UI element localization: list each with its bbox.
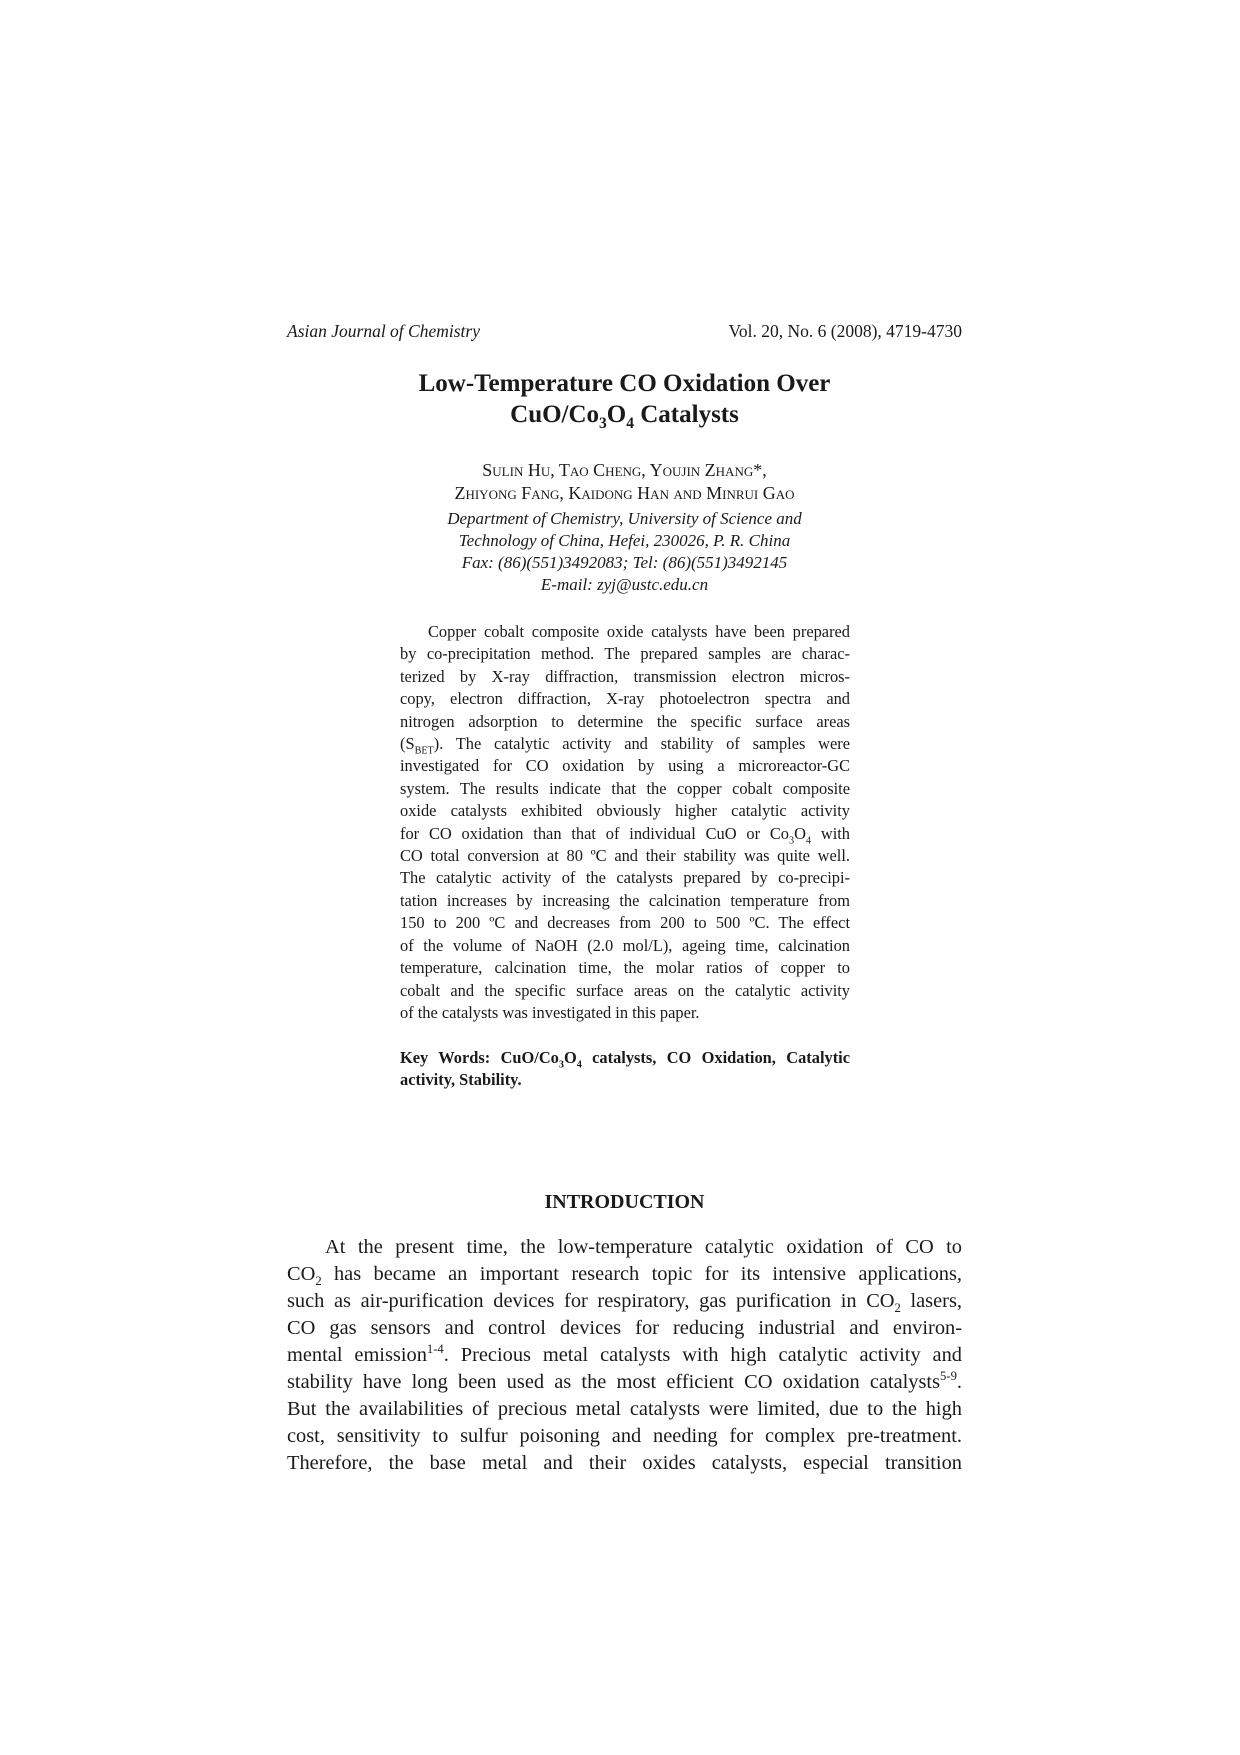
affiliation-line-1: Department of Chemistry, University of Science and: [447, 509, 802, 528]
intro-line: CO gas sensors and control devices for reducing industrial and environ-: [287, 1317, 962, 1339]
abstract-line: investigated for CO oxidation by using a microreactor-GC: [400, 756, 850, 776]
affiliation-line-2: Technology of China, Hefei, 230026, P. R. China: [458, 531, 791, 550]
author-list: [287, 459, 962, 505]
intro-line: stability have long been used as the most efficient CO oxidation catalysts$^{5-9}$.: [287, 1369, 962, 1393]
volume-info: Vol. 20, No. 6 (2008), 4719-4730: [728, 321, 962, 341]
abstract-line: $(S_{BET})$. The catalytic activity and stability of samples were: [400, 734, 850, 757]
abstract-line: The catalytic activity of the catalysts prepared by co-precipi-: [400, 868, 850, 888]
abstract-line: of the volume of NaOH (2.0 mol/L), ageing time, calcination: [400, 935, 850, 955]
abstract-line: oxide catalysts exhibited obviously higher catalytic activity: [400, 801, 850, 821]
abstract-line: tation increases by increasing the calcination temperature from: [400, 890, 850, 910]
section-heading: INTRODUCTION: [544, 1191, 705, 1213]
contact-line: Fax: (86)(551)3492083; Tel: (86)(551)3492145: [461, 553, 788, 572]
abstract-line: for CO oxidation than that of individual CuO or $Co_3O_4$ with: [400, 823, 850, 846]
abstract-line: copy, electron diffraction, X-ray photoelectron spectra and: [400, 689, 850, 709]
paper-title: [287, 368, 962, 430]
intro-line: At the present time, the low-temperature catalytic oxidation of CO to: [325, 1236, 962, 1258]
abstract-line: Copper cobalt composite oxide catalysts have been prepared: [428, 622, 850, 641]
abstract-line: CO total conversion at 80 ºC and their stability was quite well.: [400, 846, 850, 866]
keywords-line-1: Key Words: CuO/$Co_3O_4$ catalysts, CO Oxidation, Catalytic: [400, 1048, 850, 1071]
abstract-line: temperature, calcination time, the molar ratios of copper to: [400, 958, 850, 978]
abstract: [400, 621, 850, 1024]
abstract-line: 150 to 200 ºC and decreases from 200 to 500 ºC. The effect: [400, 913, 850, 933]
abstract-line: system. The results indicate that the copper cobalt composite: [400, 778, 850, 798]
title-line-2: CuO/$Co_3O_4$ Catalysts: [510, 401, 739, 432]
intro-line: such as air-purification devices for respiratory, gas purification in $CO_2$ lasers,: [287, 1290, 962, 1316]
intro-line: $CO_2$ has became an important research topic for its intensive applications,: [287, 1263, 962, 1289]
intro-line: cost, sensitivity to sulfur poisoning and needing for complex pre-treatment.: [287, 1425, 962, 1447]
authors-line-1: Sulin Hu, Tao Cheng, Youjin Zhang*,: [482, 460, 767, 480]
abstract-line: by co-precipitation method. The prepared samples are charac-: [400, 644, 850, 664]
introduction-body: [287, 1234, 962, 1477]
intro-line: mental emission$^{1-4}$. Precious metal catalysts with high catalytic activity and: [287, 1342, 962, 1366]
journal-name: Asian Journal of Chemistry: [287, 321, 480, 341]
intro-line: Therefore, the base metal and their oxides catalysts, especial transition: [287, 1452, 962, 1474]
intro-line: But the availabilities of precious metal catalysts were limited, due to the high: [287, 1398, 962, 1420]
title-line-1: Low-Temperature CO Oxidation Over: [418, 370, 831, 397]
abstract-line: cobalt and the specific surface areas on the catalytic activity: [400, 980, 850, 1000]
abstract-line: of the catalysts was investigated in this paper.: [400, 1002, 700, 1022]
email-line: E-mail: zyj@ustc.edu.cn: [540, 575, 709, 594]
abstract-line: terized by X-ray diffraction, transmission electron micros-: [400, 666, 850, 686]
keywords-line-2: activity, Stability.: [400, 1070, 522, 1090]
keywords: [400, 1047, 850, 1092]
abstract-line: nitrogen adsorption to determine the specific surface areas: [400, 711, 850, 731]
affiliation: [287, 508, 962, 596]
authors-line-2: Zhiyong Fang, Kaidong Han and Minrui Gao: [454, 483, 795, 503]
